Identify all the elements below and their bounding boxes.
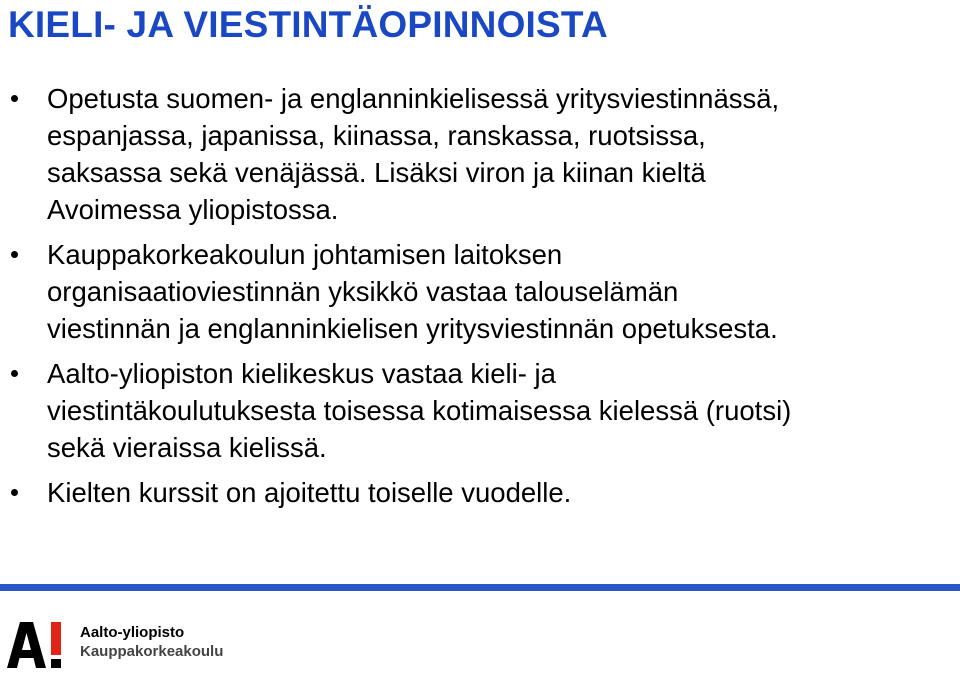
bullet-dot-icon bbox=[11, 370, 18, 377]
logo-line-school: Kauppakorkeakoulu bbox=[80, 643, 224, 660]
bullet-line: sekä vieraissa kielissä. bbox=[47, 432, 327, 463]
bullet-line: Kauppakorkeakoulun johtamisen laitoksen bbox=[47, 239, 563, 270]
bullet-line: organisaatioviestinnän yksikkö vastaa talouselämän bbox=[47, 276, 679, 307]
bullet-line: viestintäkoulutuksesta toisessa kotimaisessa kielessä (ruotsi) bbox=[47, 395, 792, 426]
footer-divider bbox=[0, 584, 960, 591]
bullet-line: espanjassa, japanissa, kiinassa, ranskassa, ruotsissa, bbox=[47, 120, 706, 151]
bullet-dot-icon bbox=[11, 489, 18, 496]
logo-line-university: Aalto-yliopisto bbox=[80, 624, 185, 641]
bullet-line: Kielten kurssit on ajoitettu toiselle vuodelle. bbox=[47, 477, 572, 508]
bullet-item-2 bbox=[0, 236, 960, 347]
bullet-line: viestinnän ja englanninkielisen yritysviestinnän opetuksesta. bbox=[47, 313, 778, 344]
bullet-dot-icon bbox=[11, 251, 18, 258]
bullet-line: Opetusta suomen- ja englanninkielisessä yritysviestinnässä, bbox=[47, 83, 780, 114]
bullet-line: Aalto-yliopiston kielikeskus vastaa kieli- ja bbox=[47, 358, 556, 389]
bullet-line: Avoimessa yliopistossa. bbox=[47, 194, 339, 225]
bullet-item-3 bbox=[0, 355, 960, 466]
bullet-item-4 bbox=[0, 474, 960, 511]
bullet-list bbox=[0, 80, 960, 519]
bullet-item-1 bbox=[0, 80, 960, 228]
slide-title: KIELI- JA VIESTINTÄOPINNOISTA bbox=[8, 4, 608, 45]
bullet-dot-icon bbox=[11, 95, 18, 102]
bullet-line: saksassa sekä venäjässä. Lisäksi viron ja kiinan kieltä bbox=[47, 157, 706, 188]
aalto-a-exclamation-logo-icon bbox=[6, 622, 74, 668]
